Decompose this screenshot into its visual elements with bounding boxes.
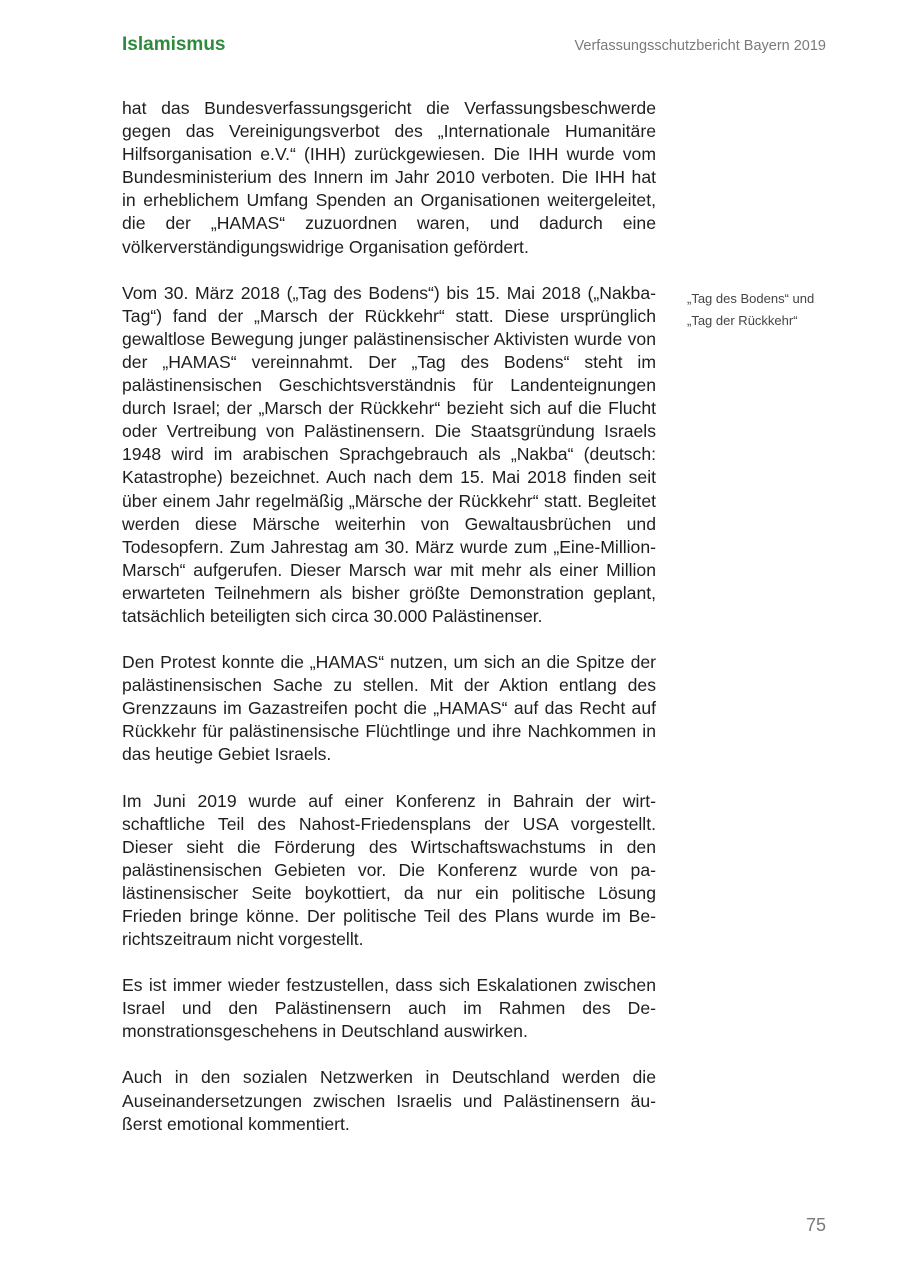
page-number: 75 — [805, 1215, 826, 1235]
report-title: Verfassungsschutzbericht Bayern 2019 — [574, 38, 826, 54]
paragraph-2: Vom 30. März 2018 („Tag des Bodens“) bis 15. Mai 2018 („Nakba-Tag“) fand der „Marsch der Rückkehr“ statt. Diese ursprünglich gewaltlose Bewegung junger palästinensischer Aktivisten wurde von der „HAMAS“ vereinnahmt. Der „Tag des Bodens“ steht im palästinensischen Geschichtsverständnis für Landenteignungen durch Israel; der „Marsch der Rückkehr“ bezieht sich auf die Flucht oder Vertreibung von Palästinensern. Die Staatsgründung Israels 1948 wird im arabischen Sprachgebrauch als „Nakba“ (deutsch: Katastrophe) bezeichnet. Auch nach dem 15. Mai 2018 finden seit über einem Jahr regelmäßig „Märsche der Rückkehr“ statt. Begleitet werden diese Märsche weiterhin von Gewaltausbrüchen und Todesopfern. Zum Jahrestag am 30. März wurde zum „Eine-Million-Marsch“ aufgerufen. Dieser Marsch war mit mehr als einer Million erwarteten Teilnehmern als bisher größte Demonstration geplant, tatsächlich beteiligten sich circa 30.000 Palästinenser. — [122, 282, 656, 626]
section-title: Islamismus — [122, 34, 226, 55]
paragraph-5: Es ist immer wieder festzustellen, dass sich Eskalationen zwischen Israel und den Palästinensern auch im Rahmen des Demonstrationsgeschehens in Deutschland auswirken. — [122, 975, 656, 1042]
margin-note: „Tag des Bodens“ und „Tag der Rückkehr“ — [687, 291, 815, 328]
paragraph-6: Auch in den sozialen Netzwerken in Deutschland werden die Auseinandersetzungen zwischen Israelis und Palästinensern äußerst emotional kommentiert. — [122, 1067, 656, 1134]
paragraph-3: Den Protest konnte die „HAMAS“ nutzen, um sich an die Spitze der palästinensischen Sache zu stellen. Mit der Aktion entlang des Grenzzauns im Gazastreifen pocht die „HAMAS“ auf das Recht auf Rückkehr für palästinensische Flüchtlinge und ihre Nachkommen in das heutige Gebiet Israels. — [122, 652, 656, 765]
paragraph-4: Im Juni 2019 wurde auf einer Konferenz in Bahrain der wirtschaftliche Teil des Nahost-Friedensplans der USA vorgestellt. Dieser sieht die Förderung des Wirtschaftswachstums in den palästinensischen Gebieten vor. Die Konferenz wurde von palästinensischer Seite boykottiert, da nur ein politische Lösung Frieden bringe könne. Der politische Teil des Plans wurde im Berichtszeitraum nicht vorgestellt. — [122, 790, 656, 950]
paragraph-1: hat das Bundesverfassungsgericht die Verfassungsbeschwerde gegen das Vereinigungsverbot des „Internationale Humanitäre Hilfsorganisation e.V.“ (IHH) zurückgewiesen. Die IHH wurde vom Bundesministerium des Innern im Jahr 2010 verboten. Die IHH hat in erheblichem Umfang Spenden an Organisationen weitergeleitet, die der „HAMAS“ zuzuordnen waren, und dadurch eine völkerverständigungswidrige Organisation gefördert. — [122, 98, 656, 257]
main-text — [122, 97, 656, 1159]
